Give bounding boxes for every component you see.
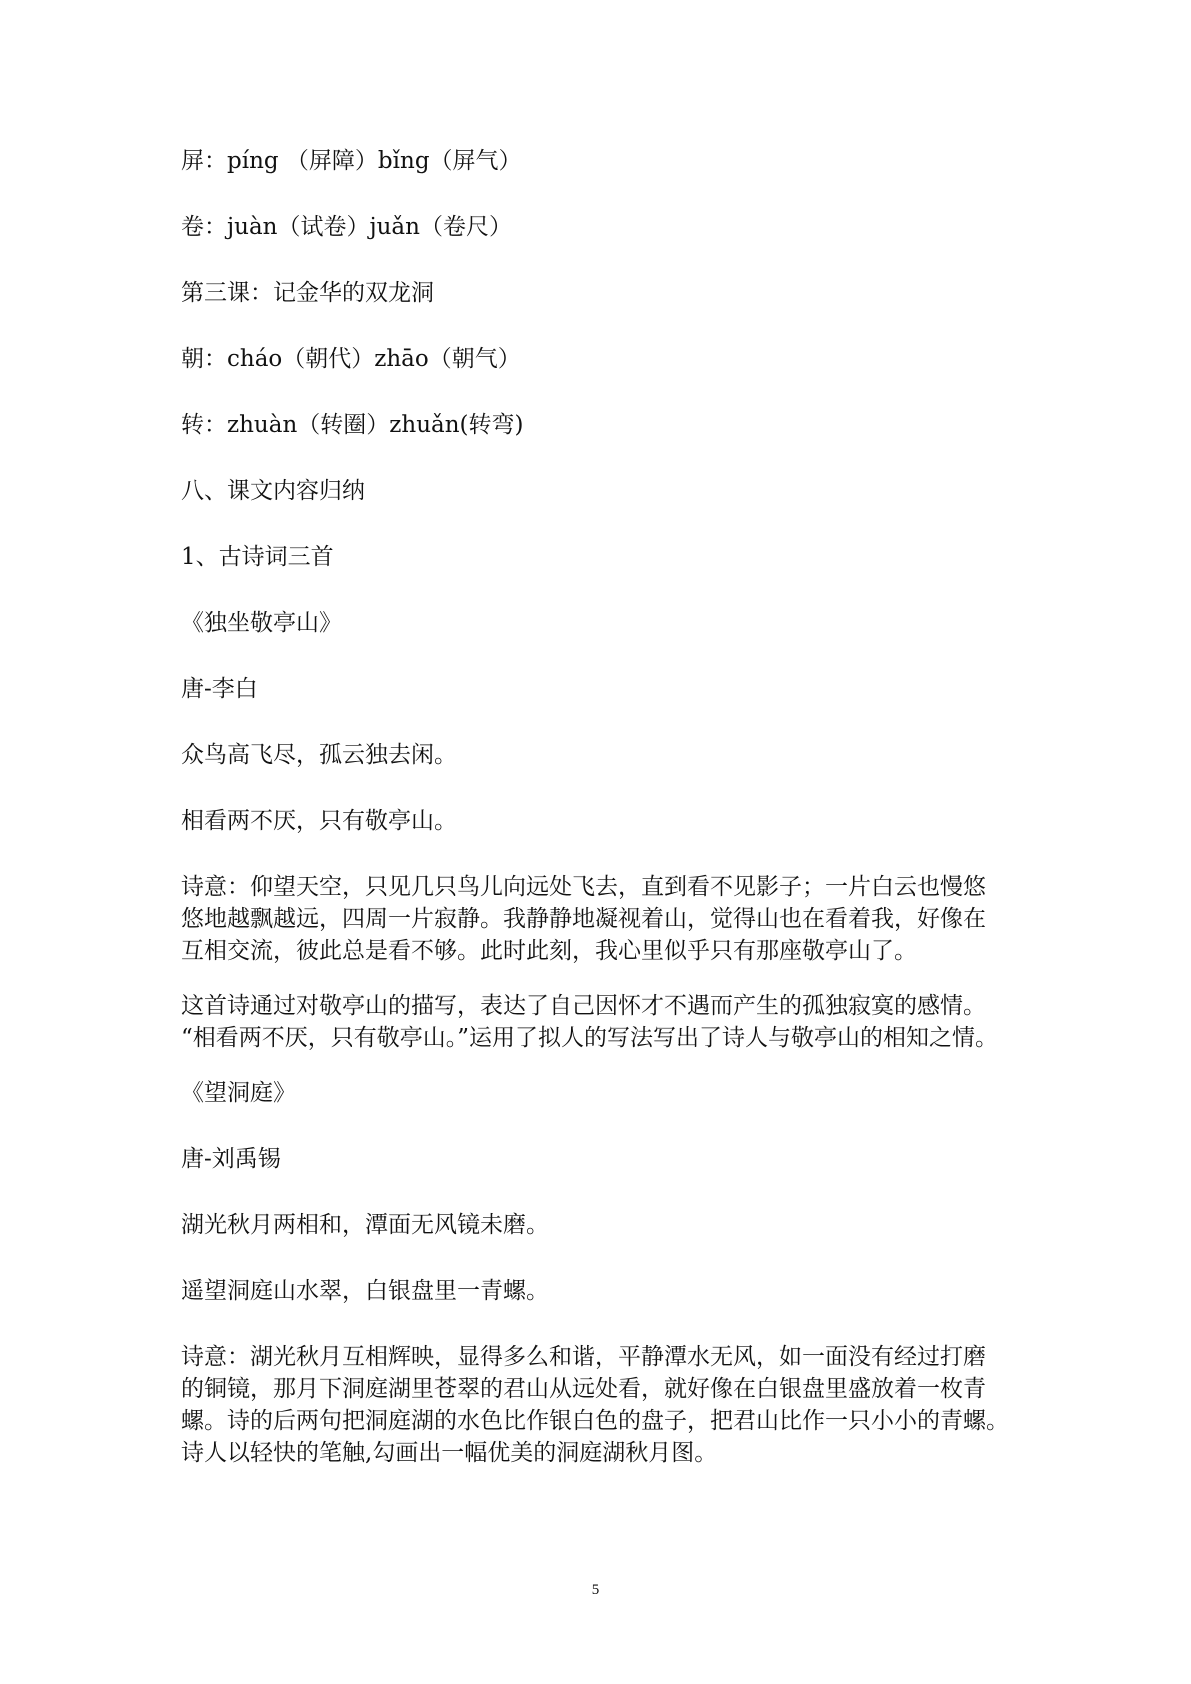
text-line: 卷：juàn（试卷）juǎn（卷尺） [181, 214, 512, 240]
lesson-heading [181, 277, 1031, 309]
text-line: 互相交流，彼此总是看不够。此时此刻，我心里似乎只有那座敬亭山了。 [181, 938, 917, 964]
text-line: 湖光秋月两相和，潭面无风镜未磨。 [181, 1212, 549, 1238]
text-line: 的铜镜，那月下洞庭湖里苍翠的君山从远处看，就好像在白银盘里盛放着一枚青 [181, 1376, 986, 1402]
text-line: 屏：píng （屏障）bǐng（屏气） [181, 148, 522, 174]
poem-title [181, 1077, 1031, 1109]
text-line: 1、古诗词三首 [181, 544, 334, 570]
poem-line [181, 1209, 1031, 1241]
poem-line [181, 805, 1031, 837]
text-line: 八、课文内容归纳 [181, 478, 365, 504]
text-line: 唐-刘禹锡 [181, 1146, 281, 1172]
pronunciation-ping-bing [181, 145, 1031, 177]
text-line: “相看两不厌，只有敬亭山。”运用了拟人的写法写出了诗人与敬亭山的相知之情。 [181, 1025, 999, 1051]
text-line: 唐-李白 [181, 676, 258, 702]
text-line: 遥望洞庭山水翠，白银盘里一青螺。 [181, 1278, 549, 1304]
poem-meaning [181, 1341, 1031, 1469]
poem-line [181, 1275, 1031, 1307]
text-line: 转：zhuàn（转圈）zhuǎn(转弯) [181, 412, 524, 438]
poem-author [181, 673, 1031, 705]
text-line: 第三课：记金华的双龙洞 [181, 280, 434, 306]
text-line: 相看两不厌，只有敬亭山。 [181, 808, 457, 834]
text-line: 诗意：仰望天空，只见几只鸟儿向远处飞去，直到看不见影子；一片白云也慢悠 [181, 874, 986, 900]
text-line: 《望洞庭》 [181, 1080, 296, 1106]
text-line: 众鸟高飞尽，孤云独去闲。 [181, 742, 457, 768]
text-line: 诗意：湖光秋月互相辉映，显得多么和谐，平静潭水无风，如一面没有经过打磨 [181, 1344, 986, 1370]
text-line: 《独坐敬亭山》 [181, 610, 342, 636]
text-line: 诗人以轻快的笔触,勾画出一幅优美的洞庭湖秋月图。 [181, 1440, 718, 1466]
poem-analysis [181, 990, 1031, 1054]
text-line: 朝：cháo（朝代）zhāo（朝气） [181, 346, 521, 372]
text-line: 螺。诗的后两句把洞庭湖的水色比作银白色的盘子，把君山比作一只小小的青螺。 [181, 1408, 1009, 1434]
poem-line [181, 739, 1031, 771]
text-line: 这首诗通过对敬亭山的描写，表达了自己因怀才不遇而产生的孤独寂寞的感情。 [181, 993, 986, 1019]
text-line: 悠地越飘越远，四周一片寂静。我静静地凝视着山，觉得山也在看着我，好像在 [181, 906, 986, 932]
poem-title [181, 607, 1031, 639]
page-number: 5 [591, 1582, 600, 1598]
poem-meaning [181, 871, 1031, 967]
section-heading [181, 475, 1031, 507]
poem-author [181, 1143, 1031, 1175]
pronunciation-chao-zhao [181, 343, 1031, 375]
subsection-heading [181, 541, 1031, 573]
pronunciation-juan [181, 211, 1031, 243]
pronunciation-zhuan [181, 409, 1031, 441]
